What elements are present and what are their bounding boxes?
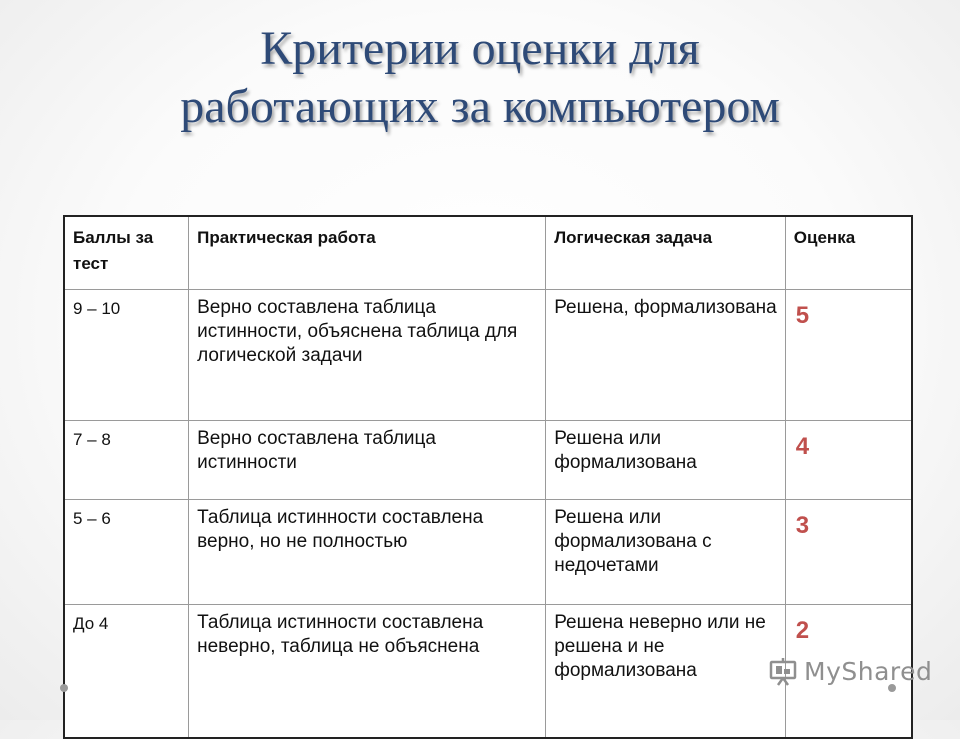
slideshow-icon [768, 656, 798, 686]
cell-practical: Верно составлена таблица истинности [189, 421, 546, 500]
slide-title [0, 20, 960, 136]
watermark [768, 656, 932, 686]
cell-grade: 3 [785, 500, 912, 605]
header-logic: Логическая задача [546, 216, 786, 290]
slide-title-line-1: Критерии оценки для [260, 22, 700, 75]
table-row [64, 290, 912, 421]
decorative-dot-left [60, 684, 68, 692]
header-practical: Практическая работа [189, 216, 546, 290]
watermark-text: MyShared [804, 656, 933, 686]
header-score: Баллы за тест [64, 216, 189, 290]
cell-score: 5 – 6 [64, 500, 189, 605]
cell-grade: 5 [785, 290, 912, 421]
slide-title-line-2: работающих за компьютером [180, 80, 780, 133]
table-row [64, 500, 912, 605]
cell-score: До 4 [64, 605, 189, 739]
table-header-row [64, 216, 912, 290]
cell-practical: Верно составлена таблица истинности, объяснена таблица для логической задачи [189, 290, 546, 421]
cell-logic: Решена неверно или не решена и не формализована [546, 605, 786, 739]
cell-practical: Таблица истинности составлена верно, но не полностью [189, 500, 546, 605]
table-row [64, 421, 912, 500]
cell-grade: 2 [785, 605, 912, 739]
cell-logic: Решена или формализована с недочетами [546, 500, 786, 605]
header-grade: Оценка [785, 216, 912, 290]
cell-score: 9 – 10 [64, 290, 189, 421]
cell-logic: Решена или формализована [546, 421, 786, 500]
cell-practical: Таблица истинности составлена неверно, таблица не объяснена [189, 605, 546, 739]
cell-logic: Решена, формализована [546, 290, 786, 421]
cell-grade: 4 [785, 421, 912, 500]
cell-score: 7 – 8 [64, 421, 189, 500]
